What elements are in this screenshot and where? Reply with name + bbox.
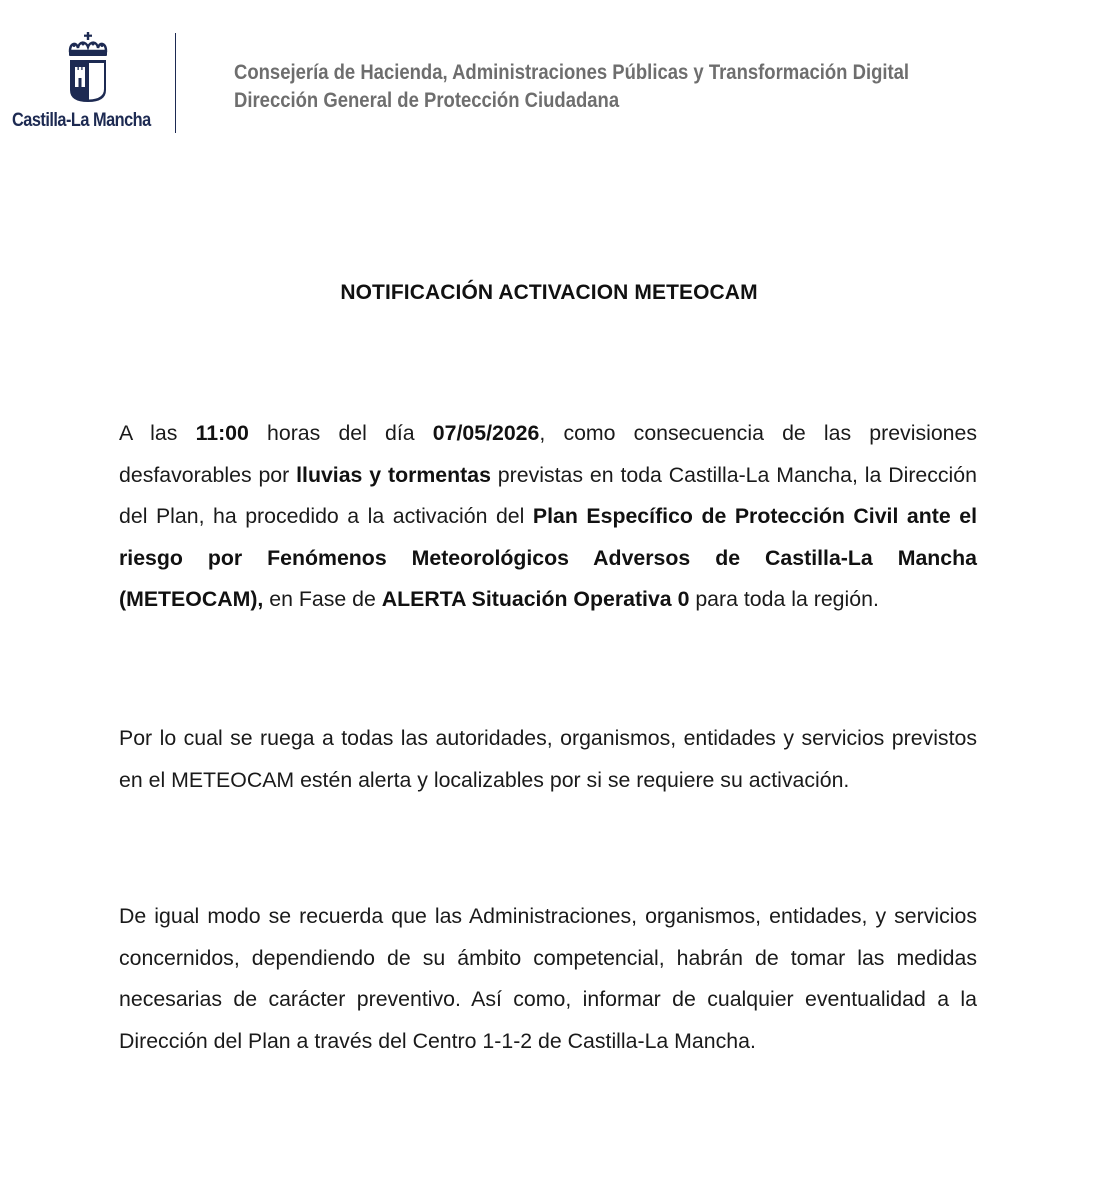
text-segment: previstas en toda Castilla-La Mancha, la Dirección del Plan, ha procedido a la activación del	[119, 462, 977, 529]
header-divider	[175, 33, 176, 133]
activation-date: 07/05/2026	[432, 421, 540, 445]
paragraph-preventive-measures: De igual modo se recuerda que las Administraciones, organismos, entidades, y servicios concernidos, dependiendo de su ámbito competencial, habrán de tomar las medidas necesarias de carácter preventivo. Así como, informar de cualquier eventualidad a la Dirección del Plan a través del Centro 1-1-2 de Castilla-La Mancha.	[119, 904, 977, 1053]
alert-phase: ALERTA Situación Operativa 0	[381, 587, 690, 612]
text-segment: horas del día	[248, 421, 433, 445]
paragraph-activation-notice	[119, 413, 977, 621]
paragraph-request-availability: Por lo cual se ruega a todas las autoridades, organismos, entidades y servicios previstos en el METEOCAM estén alerta y localizables por si se requiere su activación.	[119, 726, 977, 792]
directorate-name: Dirección General de Protección Ciudadana	[234, 89, 620, 112]
department-name: Consejería de Hacienda, Administraciones Públicas y Transformación Digital	[234, 61, 910, 84]
plan-name: Plan Específico de Protección Civil ante el riesgo por Fenómenos Meteorológicos Adversos de Castilla-La Mancha (METEOCAM),	[119, 504, 977, 612]
castilla-la-mancha-logo	[10, 30, 170, 134]
weather-phenomena: lluvias y tormentas	[296, 462, 491, 487]
text-segment: para toda la región.	[689, 587, 879, 612]
document-title: NOTIFICACIÓN ACTIVACION METEOCAM	[340, 281, 758, 304]
header-organization	[234, 59, 909, 115]
text-segment: en Fase de	[263, 587, 382, 612]
brand-wordmark: Castilla-La Mancha	[12, 110, 151, 131]
castle-emblem-icon	[65, 32, 111, 104]
text-segment: , como consecuencia de las previsiones desfavorables por	[119, 421, 978, 487]
activation-time: 11:00	[195, 421, 249, 445]
text-segment: A las	[119, 421, 196, 445]
